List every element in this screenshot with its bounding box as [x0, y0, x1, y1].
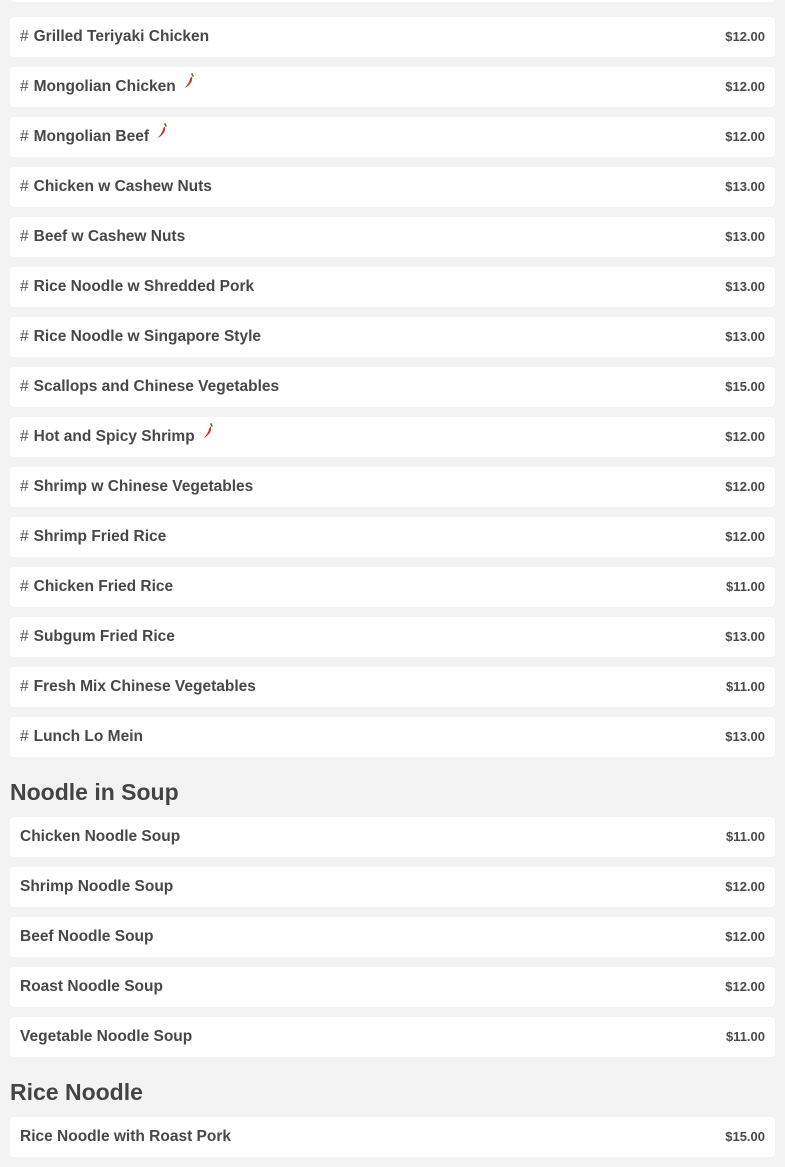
menu-item-price: $12.00	[725, 79, 765, 94]
section-title-noodle-in-soup: Noodle in Soup	[10, 779, 179, 805]
menu-item-name: Shrimp Noodle Soup	[20, 878, 174, 895]
menu-item-name	[20, 167, 212, 207]
menu-item-price: $12.00	[725, 129, 765, 144]
menu-item-shrimp-fried-rice[interactable]	[10, 517, 775, 557]
menu-item-rice-noodle-shredded-pork[interactable]	[10, 267, 775, 307]
chili-pepper-icon	[202, 415, 214, 455]
menu-item-price: $12.00	[725, 879, 765, 894]
item-label: Shrimp w Chinese Vegetables	[33, 478, 254, 495]
item-label: Grilled Teriyaki Chicken	[33, 28, 210, 45]
menu-item-mongolian-chicken[interactable]	[10, 67, 775, 107]
menu-item-shrimp-noodle-soup[interactable]	[10, 867, 775, 907]
item-prefix: #	[20, 678, 29, 695]
item-label: Shrimp Fried Rice	[33, 528, 167, 545]
item-prefix: #	[20, 528, 29, 545]
menu-item-price: $13.00	[725, 279, 765, 294]
item-prefix: #	[20, 728, 29, 745]
item-prefix: #	[20, 628, 29, 645]
item-prefix: #	[20, 428, 29, 445]
item-prefix: #	[20, 78, 29, 95]
menu-item-name	[20, 317, 261, 357]
menu-item-rice-noodle-roast-pork[interactable]	[10, 1117, 775, 1157]
menu-item-chicken-noodle-soup[interactable]	[10, 817, 775, 857]
menu-item-scallops-chinese-vegetables[interactable]	[10, 367, 775, 407]
item-prefix: #	[20, 178, 29, 195]
menu-item-name: Vegetable Noodle Soup	[20, 1028, 193, 1045]
menu-item-price: $15.00	[725, 1129, 765, 1144]
menu-item-price: $13.00	[725, 329, 765, 344]
item-prefix: #	[20, 378, 29, 395]
menu-item-roast-noodle-soup[interactable]	[10, 967, 775, 1007]
menu-item-name	[20, 617, 175, 657]
menu-item-name: Chicken Noodle Soup	[20, 828, 181, 845]
menu-item-lunch-lo-mein[interactable]	[10, 717, 775, 757]
menu-item-price: $11.00	[725, 829, 765, 844]
item-label: Rice Noodle w Singapore Style	[33, 328, 262, 345]
menu-item-beef-noodle-soup[interactable]	[10, 917, 775, 957]
menu-item-mongolian-beef[interactable]	[10, 117, 775, 157]
menu-item-price: $12.00	[725, 979, 765, 994]
menu-item-name	[20, 517, 166, 557]
item-label: Hot and Spicy Shrimp	[33, 428, 195, 445]
menu-item-name	[20, 217, 185, 257]
menu-item-price: $13.00	[725, 629, 765, 644]
menu-item-beef-cashew-nuts[interactable]	[10, 217, 775, 257]
menu-item-name	[20, 117, 168, 157]
menu-item-price: $12.00	[725, 479, 765, 494]
menu-item-price: $11.00	[725, 1029, 765, 1044]
menu-item-cutoff[interactable]	[10, 0, 775, 2]
menu-item-chicken-fried-rice[interactable]	[10, 567, 775, 607]
menu-item-price: $11.00	[725, 679, 765, 694]
item-prefix: #	[20, 478, 29, 495]
menu-item-name	[20, 417, 214, 457]
item-prefix: #	[20, 28, 29, 45]
item-label: Fresh Mix Chinese Vegetables	[33, 678, 256, 695]
item-label: Mongolian Chicken	[33, 78, 176, 95]
menu-item-price: $12.00	[725, 29, 765, 44]
menu-item-name	[20, 667, 256, 707]
item-label: Chicken w Cashew Nuts	[33, 178, 212, 195]
chili-pepper-icon	[183, 65, 195, 105]
item-label: Mongolian Beef	[33, 128, 150, 145]
menu-item-price: $12.00	[725, 529, 765, 544]
menu-item-name: Roast Noodle Soup	[20, 978, 163, 995]
section-title-rice-noodle: Rice Noodle	[10, 1079, 143, 1105]
menu-item-vegetable-noodle-soup[interactable]	[10, 1017, 775, 1057]
menu-item-fresh-mix-chinese-vegetables[interactable]	[10, 667, 775, 707]
item-label: Subgum Fried Rice	[33, 628, 175, 645]
menu-item-name	[20, 367, 279, 407]
menu-item-subgum-fried-rice[interactable]	[10, 617, 775, 657]
item-prefix: #	[20, 328, 29, 345]
item-prefix: #	[20, 278, 29, 295]
menu-item-chicken-cashew-nuts[interactable]	[10, 167, 775, 207]
item-prefix: #	[20, 128, 29, 145]
item-label: Scallops and Chinese Vegetables	[33, 378, 280, 395]
item-label: Beef w Cashew Nuts	[33, 228, 186, 245]
menu-item-name	[20, 567, 173, 607]
menu-item-shrimp-chinese-vegetables[interactable]	[10, 467, 775, 507]
menu-item-price: $12.00	[725, 429, 765, 444]
menu-item-grilled-teriyaki-chicken[interactable]	[10, 17, 775, 57]
item-prefix: #	[20, 228, 29, 245]
menu-item-price: $11.00	[725, 579, 765, 594]
menu-item-name: Rice Noodle with Roast Pork	[20, 1128, 232, 1145]
menu-item-name	[20, 67, 195, 107]
item-label: Chicken Fried Rice	[33, 578, 174, 595]
menu-item-price: $13.00	[725, 729, 765, 744]
menu-item-name	[20, 717, 143, 757]
chili-pepper-icon	[156, 115, 168, 155]
menu-item-name: Beef Noodle Soup	[20, 928, 154, 945]
item-label: Lunch Lo Mein	[33, 728, 143, 745]
menu-item-hot-spicy-shrimp[interactable]	[10, 417, 775, 457]
item-label: Rice Noodle w Shredded Pork	[33, 278, 255, 295]
menu-item-price: $13.00	[725, 179, 765, 194]
menu-item-price: $13.00	[725, 229, 765, 244]
menu-item-rice-noodle-singapore-style[interactable]	[10, 317, 775, 357]
menu-item-name	[20, 467, 253, 507]
item-prefix: #	[20, 578, 29, 595]
menu-item-price: $12.00	[725, 929, 765, 944]
menu-item-name	[20, 267, 254, 307]
menu-item-price: $15.00	[725, 379, 765, 394]
menu-item-name	[20, 17, 209, 57]
